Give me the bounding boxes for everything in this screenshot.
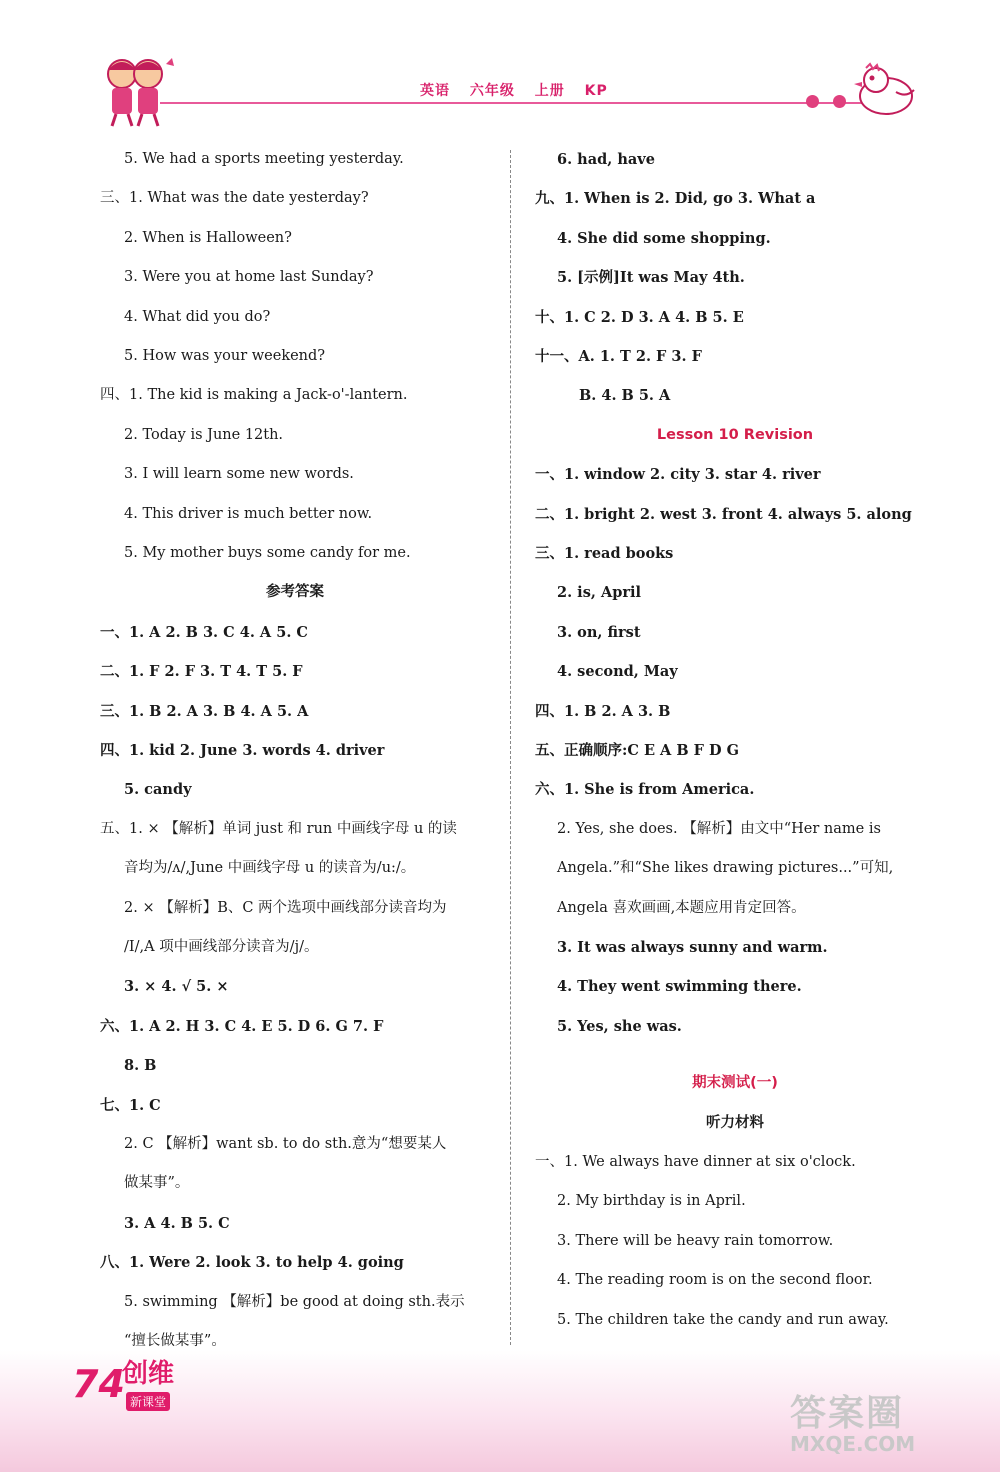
answer-line: Angela.”和“She likes drawing pictures...”可知, bbox=[557, 860, 894, 877]
answer-line: 5. We had a sports meeting yesterday. bbox=[124, 151, 404, 167]
answer-line: 十、1. C 2. D 3. A 4. B 5. E bbox=[535, 308, 744, 326]
answer-line: 3. There will be heavy rain tomorrow. bbox=[557, 1232, 834, 1249]
answer-line: 二、1. F 2. F 3. T 4. T 5. F bbox=[100, 663, 303, 681]
answer-line: 三、1. What was the date yesterday? bbox=[100, 190, 369, 207]
answer-line: 四、1. kid 2. June 3. words 4. driver bbox=[100, 742, 385, 759]
section-heading: Lesson 10 Revision bbox=[656, 426, 814, 443]
answer-line: 2. is, April bbox=[557, 584, 641, 602]
header-grade: 六年级 bbox=[469, 83, 515, 99]
answer-line: 3. A 4. B 5. C bbox=[124, 1214, 230, 1232]
header-subject: 英语 bbox=[420, 83, 450, 99]
answer-line: 3. on, first bbox=[557, 623, 641, 641]
answer-line: 4. This driver is much better now. bbox=[124, 505, 373, 522]
answer-line: 2. C 【解析】want sb. to do sth.意为“想要某人 bbox=[124, 1136, 447, 1152]
answer-line: 4. second, May bbox=[557, 663, 678, 681]
section-heading: 期末测试(一) bbox=[692, 1075, 778, 1092]
header-title bbox=[420, 80, 622, 100]
answer-line: 4. What did you do? bbox=[124, 308, 271, 325]
answer-line: 六、1. She is from America. bbox=[535, 781, 755, 799]
answer-line: 四、1. The kid is making a Jack-o'-lantern. bbox=[100, 387, 408, 404]
answer-line: /I/,A 项中画线部分读音为/j/。 bbox=[124, 939, 319, 955]
decor-dot-icon bbox=[806, 95, 819, 108]
answer-line: 5. Yes, she was. bbox=[557, 1017, 682, 1035]
answer-line: 四、1. B 2. A 3. B bbox=[535, 702, 671, 720]
answer-line: 6. had, have bbox=[557, 151, 655, 168]
answer-line: 3. I will learn some new words. bbox=[124, 466, 354, 483]
brand-logo: 创维 bbox=[122, 1359, 175, 1389]
answer-line: 5. How was your weekend? bbox=[124, 348, 326, 364]
answer-line: 3. It was always sunny and warm. bbox=[557, 939, 828, 956]
header-edition: KP bbox=[584, 83, 608, 99]
answer-line: 音均为/ʌ/,June 中画线字母 u 的读音为/u:/。 bbox=[124, 860, 416, 877]
answer-line: 十一、A. 1. T 2. F 3. F bbox=[535, 348, 702, 365]
answer-line: 六、1. A 2. H 3. C 4. E 5. D 6. G 7. F bbox=[100, 1017, 384, 1035]
answer-line: 8. B bbox=[124, 1057, 157, 1075]
watermark-url: MXQE.COM bbox=[790, 1432, 916, 1456]
answer-line: 五、正确顺序:C E A B F D G bbox=[535, 742, 739, 759]
answer-line: 七、1. C bbox=[100, 1096, 161, 1114]
answer-line: 八、1. Were 2. look 3. to help 4. going bbox=[100, 1254, 404, 1272]
answer-line: 4. They went swimming there. bbox=[557, 978, 802, 996]
answer-line: 一、1. A 2. B 3. C 4. A 5. C bbox=[100, 623, 308, 641]
answer-line: 4. She did some shopping. bbox=[557, 229, 771, 247]
answer-line: 2. Yes, she does. 【解析】由文中“Her name is bbox=[557, 820, 881, 837]
brand-subtitle: 新课堂 bbox=[126, 1392, 170, 1411]
answer-line: 5. My mother buys some candy for me. bbox=[124, 545, 411, 561]
header-volume: 上册 bbox=[534, 83, 565, 99]
section-heading: 参考答案 bbox=[266, 584, 324, 601]
answer-line: 4. The reading room is on the second floor. bbox=[557, 1272, 873, 1289]
page-header bbox=[0, 0, 1000, 140]
answer-line: 2. When is Halloween? bbox=[124, 229, 292, 246]
watermark-logo: 答案圈 bbox=[790, 1393, 905, 1434]
answer-line: 五、1. × 【解析】单词 just 和 run 中画线字母 u 的读 bbox=[100, 820, 457, 837]
answer-line: 5. [示例]It was May 4th. bbox=[557, 269, 745, 287]
answer-line: 3. Were you at home last Sunday? bbox=[124, 269, 374, 286]
section-heading: 听力材料 bbox=[706, 1114, 764, 1131]
column-divider bbox=[510, 150, 511, 1345]
cartoon-kids-icon bbox=[92, 52, 182, 130]
answer-line: 一、1. window 2. city 3. star 4. river bbox=[535, 466, 821, 484]
answer-line: 5. swimming 【解析】be good at doing sth.表示 bbox=[124, 1293, 465, 1310]
header-rule bbox=[160, 102, 900, 104]
answer-line: 三、1. read books bbox=[535, 545, 674, 562]
cartoon-bird-icon bbox=[852, 62, 922, 118]
answer-line: 九、1. When is 2. Did, go 3. What a bbox=[535, 190, 816, 208]
answer-line: 2. My birthday is in April. bbox=[557, 1193, 746, 1210]
decor-dot-icon bbox=[833, 95, 846, 108]
answer-line: 2. × 【解析】B、C 两个选项中画线部分读音均为 bbox=[124, 899, 447, 916]
answer-line: 2. Today is June 12th. bbox=[124, 426, 284, 443]
answer-line: B. 4. B 5. A bbox=[579, 387, 671, 405]
answer-line: 做某事”。 bbox=[124, 1175, 190, 1192]
answer-line: 一、1. We always have dinner at six o'clock. bbox=[535, 1154, 856, 1170]
answer-line: Angela 喜欢画画,本题应用肯定回答。 bbox=[557, 899, 806, 916]
answer-line: 5. The children take the candy and run away. bbox=[557, 1311, 889, 1328]
page-number: 74 bbox=[72, 1362, 125, 1406]
answer-line: 二、1. bright 2. west 3. front 4. always 5. along bbox=[535, 505, 912, 523]
answer-line: “擅长做某事”。 bbox=[124, 1333, 226, 1349]
answer-line: 三、1. B 2. A 3. B 4. A 5. A bbox=[100, 702, 309, 720]
answer-line: 3. × 4. √ 5. × bbox=[124, 978, 229, 996]
answer-line: 5. candy bbox=[124, 781, 192, 799]
